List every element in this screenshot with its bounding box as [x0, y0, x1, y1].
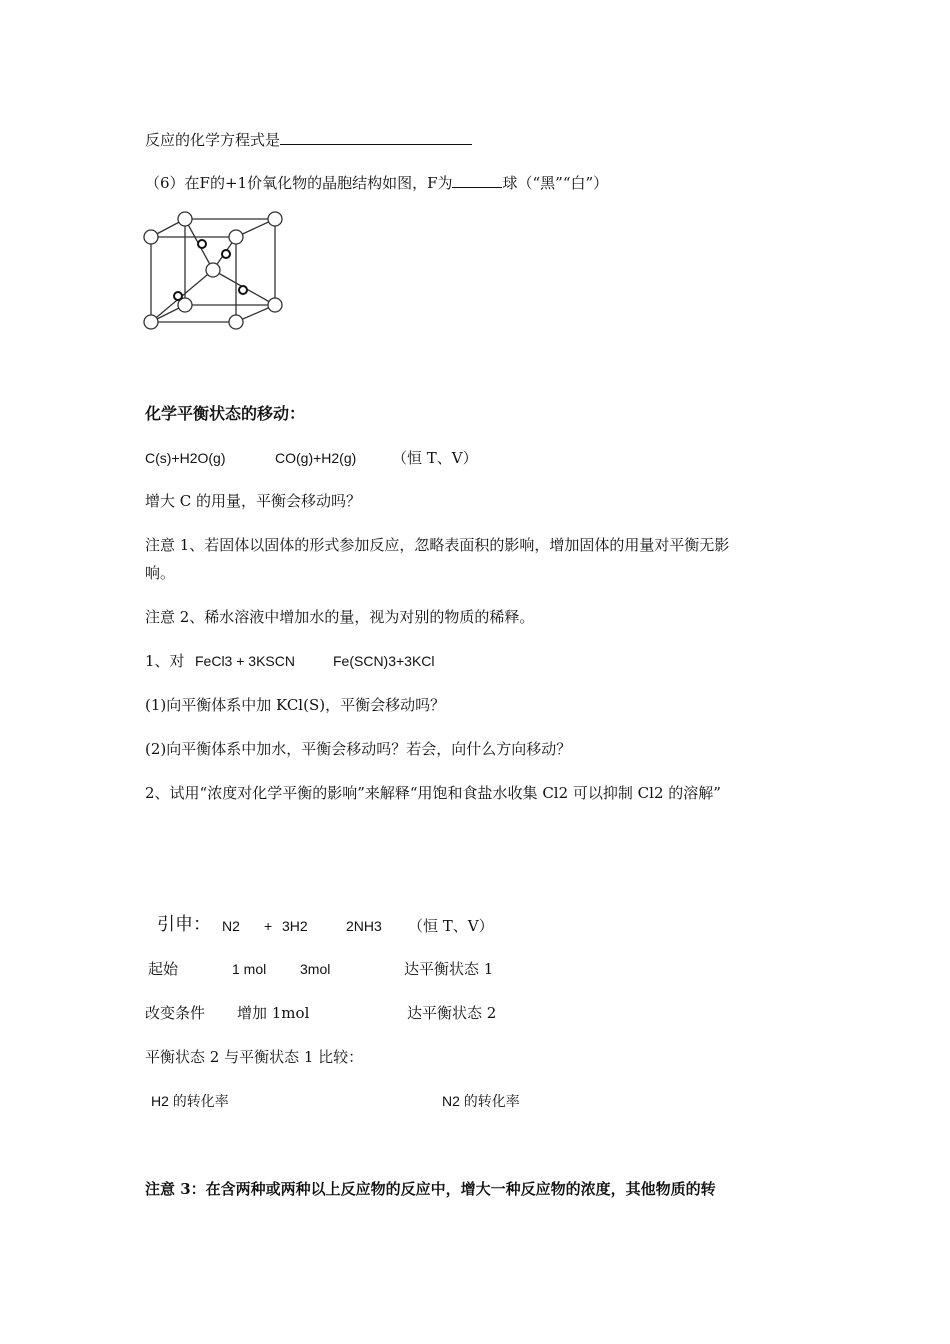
note-1-line-2: 响。	[145, 564, 176, 582]
row-start-h2: 3mol	[300, 961, 331, 977]
corner-atom	[268, 212, 282, 226]
exercise-1-label: 1、对	[145, 652, 185, 670]
extension-h2: 3H2	[282, 918, 308, 934]
extension-label: 引申：	[157, 914, 211, 935]
corner-atom	[229, 315, 243, 329]
tetrahedral-atom	[174, 292, 182, 300]
answer-blank	[280, 128, 472, 145]
q6-prefix: （6）在F的+1价氧化物的晶胞结构如图，F为	[145, 174, 453, 192]
tetrahedral-atom	[222, 250, 230, 258]
conversion-n2: N2 的转化率	[442, 1093, 520, 1109]
crystal-cell-diagram	[140, 205, 290, 335]
exercise-2: 2、试用“浓度对化学平衡的影响”来解释“用饱和食盐水收集 Cl2 可以抑制 Cl2 的溶解”	[145, 784, 721, 802]
tetrahedral-atom	[239, 286, 247, 294]
exercise-1-right: Fe(SCN)3+3KCl	[333, 653, 435, 669]
answer-blank	[452, 171, 502, 188]
row-start-state: 达平衡状态 1	[404, 960, 494, 978]
q6-line	[145, 171, 608, 193]
extension-nh3: 2NH3	[346, 918, 382, 934]
tetrahedral-atom	[198, 240, 206, 248]
note-2: 注意 2、稀水溶液中增加水的量，视为对别的物质的稀释。	[145, 608, 535, 626]
corner-atom	[144, 315, 158, 329]
row-start-n2: 1 mol	[232, 961, 267, 977]
row-change-state: 达平衡状态 2	[407, 1004, 497, 1022]
q5-text: 反应的化学方程式是	[145, 131, 281, 149]
row-start-label: 起始	[148, 960, 179, 978]
corner-atom	[144, 230, 158, 244]
compare-line: 平衡状态 2 与平衡状态 1 比较：	[145, 1048, 364, 1066]
note-1-line-1: 注意 1、若固体以固体的形式参加反应，忽略表面积的影响，增加固体的用量对平衡无影	[145, 536, 730, 554]
row-change-n2: 增加 1mol	[237, 1004, 310, 1022]
exercise-1-part-1: (1)向平衡体系中加 KCl(S)，平衡会移动吗？	[145, 696, 446, 714]
corner-atom	[229, 230, 243, 244]
row-change-label: 改变条件	[145, 1004, 206, 1022]
equation-1-right: CO(g)+H2(g)	[275, 450, 357, 466]
conversion-h2: H2 的转化率	[151, 1093, 229, 1109]
extension-plus: +	[264, 918, 273, 934]
exercise-1-part-2: (2)向平衡体系中加水，平衡会移动吗？若会，向什么方向移动？	[145, 740, 572, 758]
question-c-amount: 增大 C 的用量，平衡会移动吗？	[145, 492, 362, 510]
corner-atom	[268, 298, 282, 312]
equation-1-condition: （恒 T、V）	[392, 449, 478, 467]
exercise-1-left: FeCl3 + 3KSCN	[195, 653, 295, 669]
q5-line	[145, 128, 472, 150]
corner-atom	[178, 212, 192, 226]
equation-1-left: C(s)+H2O(g)	[145, 450, 226, 466]
q6-suffix: 球（“黑”“白”）	[502, 174, 609, 192]
section-title: 化学平衡状态的移动：	[145, 404, 306, 423]
extension-n2: N2	[222, 918, 240, 934]
note-3: 注意 3：在含两种或两种以上反应物的反应中，增大一种反应物的浓度，其他物质的转	[145, 1180, 716, 1198]
body-center-atom	[206, 263, 220, 277]
extension-condition: （恒 T、V）	[408, 917, 494, 935]
